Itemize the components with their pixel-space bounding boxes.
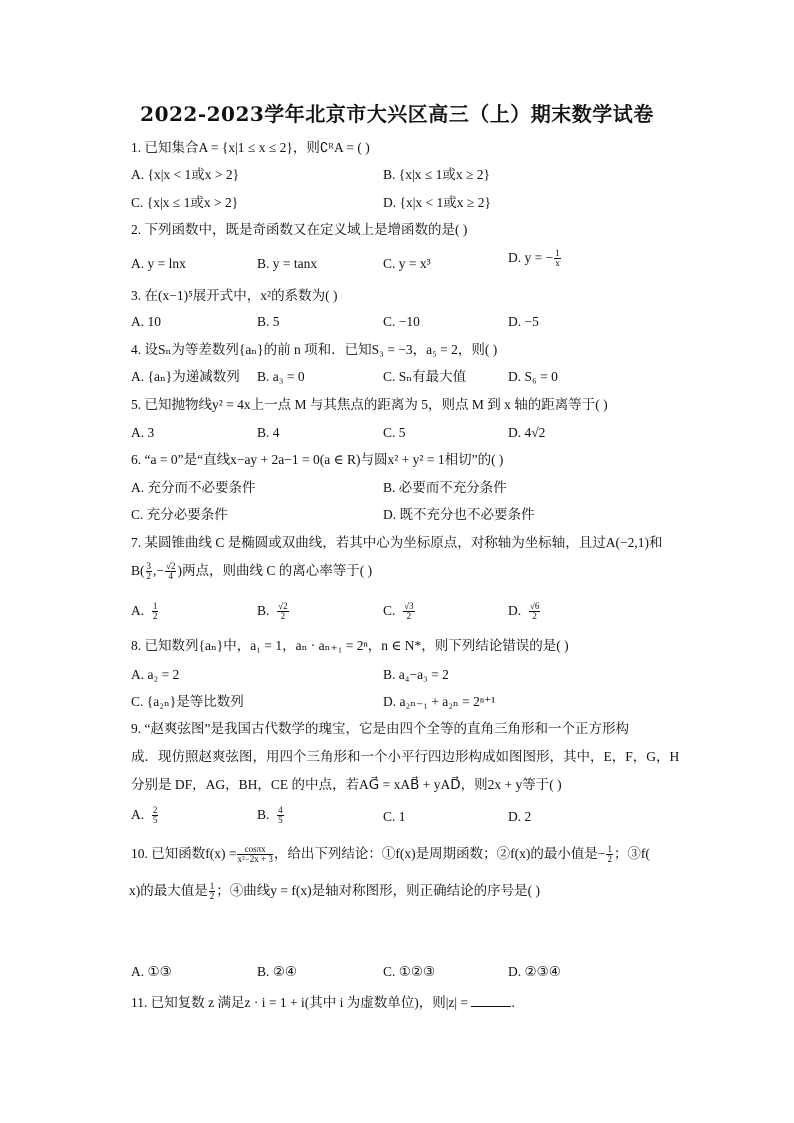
question-5-stem: 5. 已知抛物线y² = 4x上一点 M 与其焦点的距离为 5，则点 M 到 x 轴的距离等于( ) — [131, 397, 608, 412]
fraction-denominator: 4 — [168, 571, 173, 582]
fraction — [209, 882, 216, 901]
question-4-option-d: D. S₆ = 0 — [508, 369, 558, 384]
fraction-numerator: 1 — [555, 248, 560, 259]
fraction-numerator: cosπx — [237, 845, 272, 855]
question-6-stem: 6. “a = 0”是“直线x−ay + 2a−1 = 0(a ∈ R)与圆x² + y² = 1相切”的( ) — [131, 452, 504, 467]
question-6-option-c: C. 充分必要条件 — [131, 507, 228, 522]
question-8-option-b: B. a₄−a₃ = 2 — [383, 667, 449, 682]
fraction-numerator: √2 — [166, 561, 176, 572]
question-5-option-d: D. 4√2 — [508, 425, 546, 440]
question-7-stem-line-1: 7. 某圆锥曲线 C 是椭圆或双曲线，若其中心为坐标原点，对称轴为坐标轴，且过A(−2,1)和 — [131, 535, 663, 550]
question-11-stem — [131, 994, 515, 1012]
function-fraction — [237, 845, 272, 864]
fraction — [529, 602, 540, 621]
option-label: A. — [131, 603, 145, 618]
question-8-option-a: A. a₂ = 2 — [131, 667, 180, 682]
fraction-numerator: √3 — [404, 601, 414, 612]
fraction-denominator: 5 — [152, 815, 158, 826]
fraction — [146, 562, 153, 581]
question-1-option-a: A. {x|x < 1或x > 2} — [131, 167, 240, 182]
question-3-option-c: C. −10 — [383, 314, 420, 329]
question-10-stem-line-1 — [131, 845, 650, 864]
question-3-option-a: A. 10 — [131, 314, 161, 329]
stem-text: 11. 已知复数 z 满足z · i = 1 + i(其中 i 为虚数单位)，则|z| = — [131, 995, 469, 1010]
option-label: B. — [257, 603, 270, 618]
question-2-stem: 2. 下列函数中，既是奇函数又在定义域上是增函数的是( ) — [131, 222, 468, 237]
question-10-stem-line-2 — [129, 882, 540, 901]
question-10-option-b: B. ②④ — [257, 964, 297, 979]
fraction — [152, 806, 159, 825]
question-2-option-b: B. y = tanx — [257, 256, 318, 271]
question-4-option-c: C. Sₙ有最大值 — [383, 369, 467, 384]
question-1-option-d: D. {x|x < 1或x ≥ 2} — [383, 195, 491, 210]
fraction — [152, 602, 159, 621]
question-9-option-c: C. 1 — [383, 809, 406, 824]
stem-text: . — [511, 995, 515, 1010]
fraction-denominator: 2 — [406, 611, 412, 622]
question-7-option-b — [257, 602, 290, 621]
fraction — [606, 845, 613, 864]
question-3-stem: 3. 在(x−1)⁵展开式中，x²的系数为( ) — [131, 288, 338, 303]
question-1-option-c: C. {x|x ≤ 1或x > 2} — [131, 195, 239, 210]
fraction-denominator: 2 — [532, 611, 537, 622]
stem-text: ；④曲线y = f(x)是轴对称图形，则正确结论的序号是( ) — [216, 883, 540, 898]
fraction-numerator: 4 — [278, 805, 283, 816]
question-4-option-a: A. {aₙ}为递减数列 — [131, 369, 240, 384]
fraction-numerator: 2 — [152, 805, 158, 816]
question-10-option-c: C. ①②③ — [383, 964, 436, 979]
fraction — [277, 602, 288, 621]
option-label: C. — [383, 603, 396, 618]
stem-text: B( — [131, 563, 145, 578]
question-2-option-a: A. y = lnx — [131, 256, 186, 271]
option-label: A. — [131, 807, 145, 822]
fraction-denominator: 5 — [278, 815, 283, 826]
stem-text: ；③f( — [613, 846, 650, 861]
fraction-numerator: 1 — [209, 881, 215, 892]
fraction — [277, 806, 284, 825]
question-1-stem: 1. 已知集合A = {x|1 ≤ x ≤ 2}，则∁ᴿA = ( ) — [131, 140, 370, 155]
question-9-option-b — [257, 806, 285, 825]
fraction-denominator: 2 — [146, 571, 151, 582]
question-9-stem-line-1: 9. “赵爽弦图”是我国古代数学的瑰宝，它是由四个全等的直角三角形和一个正方形构 — [131, 721, 629, 736]
stem-text: 10. 已知函数f(x) = — [131, 846, 237, 861]
question-10-option-a: A. ①③ — [131, 964, 172, 979]
question-7-stem-line-2: B( $\frac{3}{2}$ ,− $\frac{√2}{4}$ )两点，则曲线 C 的离心率等于( ) — [131, 561, 373, 582]
answer-blank[interactable] — [471, 994, 511, 1007]
question-3-option-b: B. 5 — [257, 314, 280, 329]
option-label: B. — [257, 807, 270, 822]
option-label: D. — [508, 603, 522, 618]
fraction-denominator: 2 — [607, 854, 612, 865]
question-9-option-a — [131, 806, 159, 825]
fraction — [554, 249, 561, 268]
fraction-denominator: 2 — [280, 611, 286, 622]
fraction-numerator: √6 — [529, 601, 540, 612]
question-10-option-d: D. ②③④ — [508, 964, 561, 979]
question-6-option-d: D. 既不充分也不必要条件 — [383, 507, 535, 522]
fraction-numerator: 1 — [152, 601, 158, 612]
fraction-numerator: √2 — [278, 601, 288, 612]
question-5-option-a: A. 3 — [131, 425, 155, 440]
fraction-denominator: x — [555, 258, 560, 269]
question-7-option-c — [383, 602, 416, 621]
fraction-denominator: x²−2x + 3 — [237, 854, 273, 865]
question-6-option-b: B. 必要而不充分条件 — [383, 480, 507, 495]
fraction — [403, 602, 414, 621]
question-7-option-a — [131, 602, 159, 621]
page-title: 2022-2023学年北京市大兴区高三（上）期末数学试卷 — [140, 102, 654, 126]
stem-text: )两点，则曲线 C 的离心率等于( ) — [177, 563, 373, 578]
question-7-option-d — [508, 602, 541, 621]
question-2-option-d — [508, 249, 562, 268]
question-8-option-c: C. {a₂ₙ}是等比数列 — [131, 694, 244, 709]
fraction — [165, 562, 176, 581]
fraction-denominator: 2 — [209, 891, 215, 902]
question-5-option-c: C. 5 — [383, 425, 406, 440]
question-8-option-d: D. a₂ₙ₋₁ + a₂ₙ = 2ⁿ⁺¹ — [383, 694, 496, 709]
fraction-numerator: 3 — [146, 561, 151, 572]
question-9-option-d: D. 2 — [508, 809, 532, 824]
question-9-stem-line-2: 成．现仿照赵爽弦图，用四个三角形和一个小平行四边形构成如图图形，其中，E，F，G，H — [131, 749, 680, 764]
question-6-option-a: A. 充分而不必要条件 — [131, 480, 256, 495]
question-5-option-b: B. 4 — [257, 425, 280, 440]
fraction-denominator: 2 — [152, 611, 158, 622]
stem-text: x)的最大值是 — [129, 883, 208, 898]
question-2-option-c: C. y = x³ — [383, 256, 431, 271]
question-8-stem: 8. 已知数列{aₙ}中，a₁ = 1，aₙ · aₙ₊₁ = 2ⁿ，n ∈ N*，则下列结论错误的是( ) — [131, 638, 569, 653]
question-2-option-d-prefix: D. y = − — [508, 250, 554, 265]
question-3-option-d: D. −5 — [508, 314, 539, 329]
question-9-stem-line-3: 分别是 DF，AG，BH，CE 的中点，若AG⃗ = xAB⃗ + yAD⃗，则2x + y等于( ) — [131, 777, 562, 792]
question-4-stem: 4. 设Sₙ为等差数列{aₙ}的前 n 项和．已知S₃ = −3，a₅ = 2，则( ) — [131, 342, 498, 357]
question-1-option-b: B. {x|x ≤ 1或x ≥ 2} — [383, 167, 490, 182]
stem-text: ，给出下列结论：①f(x)是周期函数；②f(x)的最小值是− — [273, 846, 606, 861]
fraction-numerator: 1 — [607, 844, 612, 855]
question-4-option-b: B. a₃ = 0 — [257, 369, 305, 384]
